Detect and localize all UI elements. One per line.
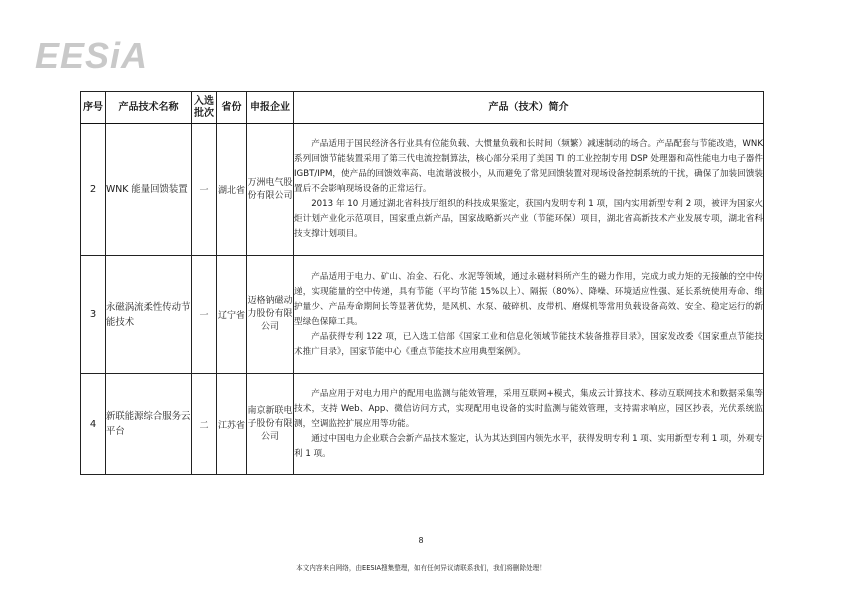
header-no: 序号 [81,92,106,124]
row-batch: 一 [192,256,217,374]
row-company: 南京新联电子股份有限公司 [247,374,294,475]
row-company: 迈格钠磁动力股份有限公司 [247,256,294,374]
desc-paragraph: 产品获得专利 122 项，已入选工信部《国家工业和信息化领域节能技术装备推荐目录》，国家发改委《国家重点节能技术推广目录》，国家节能中心《重点节能技术应用典型案例》。 [294,331,763,357]
desc-paragraph: 产品适用于电力、矿山、冶金、石化、水泥等领域，通过永磁材料所产生的磁力作用，完成力或力矩的无接触的空中传递，实现能量的空中传递，具有节能（平均节能 15%以上）、隔振（80%）、降噪、环境适应性强、延长系统使用寿命、维护量少、产品寿命期间长等显著优势，是风机、水泵、破碎机、皮带机、磨煤机等常用负载设备高效、安全、稳定运行的新型绿色保障工具。 [294,271,763,327]
row-desc [294,256,764,374]
eesia-logo: EESiA [35,35,149,76]
table-row [81,374,764,475]
row-name: WNK 能量回馈装置 [106,124,192,256]
row-desc [294,374,764,475]
row-province: 江苏省 [217,374,247,475]
header-batch: 入选批次 [192,92,217,124]
row-no: 2 [81,124,106,256]
table-header-row [81,92,764,124]
row-batch: 二 [192,374,217,475]
header-desc: 产品（技术）简介 [294,92,764,124]
row-province: 湖北省 [217,124,247,256]
row-name: 新联能源综合服务云平台 [106,374,192,475]
header-province: 省份 [217,92,247,124]
row-desc [294,124,764,256]
header-company: 申报企业 [247,92,294,124]
footer-note: 本文内容来自网络，由EESIA搜集整理，如有任何异议请联系我们，我们将删除处理！ [296,564,546,572]
table-row [81,124,764,256]
desc-paragraph: 产品适用于国民经济各行业具有位能负载、大惯量负载和长时间（频繁）减速制动的场合。产品配套与节能改造，WNK 系列回馈节能装置采用了第三代电流控制算法，核心部分采用了美国 TI 的工业控制专用 DSP 处理器和高性能电力电子器件 IGBT/IPM，使产品的回馈效率高、电流谐波极小，从而避免了常见回馈装置对现场设备控制系统的干扰，确保了加装回馈装置后不会影响现场设备的正常运行。 [294,139,763,194]
desc-paragraph: 2013 年 10 月通过湖北省科技厅组织的科技成果鉴定，获国内发明专利 1 项，国内实用新型专利 2 项，被评为国家火炬计划产业化示范项目，国家重点新产品，国家战略新兴产业（节能环保）项目，湖北省高新技术产业发展专项，湖北省科技支撑计划项目。 [294,199,763,239]
table-row [81,256,764,374]
product-table [80,91,764,475]
row-no: 3 [81,256,106,374]
desc-paragraph: 通过中国电力企业联合会新产品技术鉴定，认为其达到国内领先水平，获得发明专利 1 项、实用新型专利 1 项，外观专利 1 项。 [294,433,763,459]
row-company: 万洲电气股份有限公司 [247,124,294,256]
row-province: 辽宁省 [217,256,247,374]
header-name: 产品技术名称 [106,92,192,124]
row-no: 4 [81,374,106,475]
row-batch: 一 [192,124,217,256]
page-number: 8 [418,536,424,545]
desc-paragraph: 产品应用于对电力用户的配用电监测与能效管理，采用互联网+模式，集成云计算技术、移动互联网技术和数据采集等技术，支持 Web、App、微信访问方式，实现配用电设备的实时监测与能效管理，支持需求响应，园区抄表，光伏系统监测，空调监控扩展应用等功能。 [294,388,763,429]
row-name: 永磁涡流柔性传动节能技术 [106,256,192,374]
